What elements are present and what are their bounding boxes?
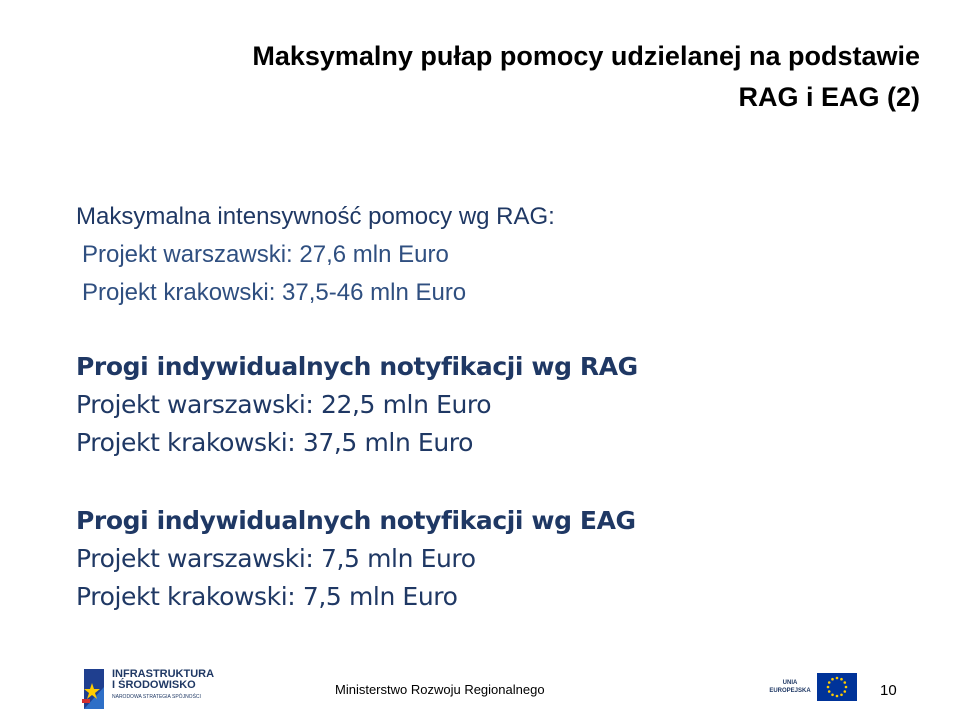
infra-logo-line-2: I ŚRODOWISKO [112,679,196,691]
eu-logo-line-2: EUROPEJSKA [769,688,811,694]
notification-rag-section [76,348,638,462]
slide-footer [0,655,960,720]
eu-logo-line-1: UNIA [782,680,798,686]
eu-flag-icon [817,673,857,701]
rag-intensity-heading: Maksymalna intensywność pomocy wg RAG: [76,203,555,230]
infrastruktura-emblem-icon [82,669,106,709]
infrastruktura-srodowisko-logo [82,669,214,709]
notification-rag-heading: Progi indywidualnych notyfikacji wg RAG [76,352,638,381]
eu-logo-text [763,679,817,695]
infra-logo-line-3: NARODOWA STRATEGIA SPÓJNOŚCI [112,694,201,700]
notification-eag-section [76,502,636,616]
notification-rag-item-warsaw: Projekt warszawski: 22,5 mln Euro [76,390,492,419]
notification-rag-item-krakow: Projekt krakowski: 37,5 mln Euro [76,428,474,457]
notification-eag-item-warsaw: Projekt warszawski: 7,5 mln Euro [76,544,476,573]
notification-eag-heading: Progi indywidualnych notyfikacji wg EAG [76,506,636,535]
rag-intensity-item-krakow: Projekt krakowski: 37,5-46 mln Euro [82,279,467,306]
slide-title-line-1: Maksymalny pułap pomocy udzielanej na podstawie [252,41,920,71]
rag-intensity-item-warsaw: Projekt warszawski: 27,6 mln Euro [82,241,449,268]
slide-title-line-2: RAG i EAG (2) [738,82,920,112]
slide-title [120,36,920,118]
infrastruktura-logo-text [112,669,214,701]
page-number: 10 [880,682,897,699]
infra-logo-line-1: INFRASTRUKTURA [112,668,215,680]
rag-intensity-section [76,198,555,312]
ministry-name: Ministerstwo Rozwoju Regionalnego [335,682,545,697]
notification-eag-item-krakow: Projekt krakowski: 7,5 mln Euro [76,582,458,611]
